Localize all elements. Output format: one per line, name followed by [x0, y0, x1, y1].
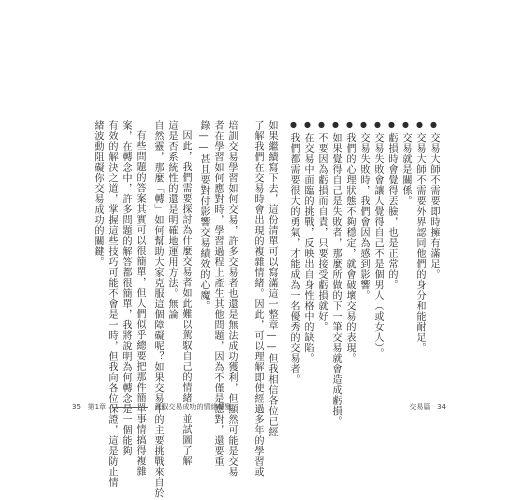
- bullet-text: 交易失敗會讓人覺得自己不是個男人（或女人）。: [372, 132, 383, 359]
- bullet-text: 交易大師不需要外界認同他們的身分和能耐足。: [414, 132, 425, 353]
- bullet-item: [358, 120, 368, 301]
- right-page-footer: [409, 402, 446, 412]
- paragraph-line: 因此，我們需要探討為什麼交易者如此難以駕馭自己的情緒，並試圖了解: [180, 130, 191, 466]
- bullet-dot-icon: ●: [331, 120, 340, 130]
- bullet-text: 交易就是關係。: [400, 132, 411, 206]
- bullet-item: [414, 120, 424, 353]
- paragraph-line: 錄——甚且要對付影響交易績效的心魔。: [198, 120, 209, 311]
- paragraph-line: 培訓交易學習如何交易，許多交易者也還是無法成功獲利，但顯然可能是交易: [226, 120, 237, 477]
- bullet-text: 交易大師不需要即時擁有滿足。: [428, 132, 439, 280]
- bullet-text: 我們的心理狀態不夠穩定，就會破壞交易的表現。: [344, 132, 355, 364]
- bullet-dot-icon: ●: [303, 120, 312, 130]
- paragraph-line: 案，在轉念中，許多問題的解答都很簡單，我將說明為何轉念是一個能夠: [120, 120, 131, 456]
- bullet-text: 交易失敗時，我們會因為感到影響。: [358, 132, 369, 301]
- bullet-item: [316, 120, 326, 332]
- bullet-dot-icon: ●: [359, 120, 368, 130]
- left-page-footer: [72, 402, 232, 412]
- paragraph-line: 這是否系統性的還是明確地運用方法。無論: [166, 120, 177, 320]
- bullet-item: [386, 120, 396, 290]
- paragraph-line: 者在學習如何應對時，學習過程上產生其他問題，因為不僅是應對，還要重: [212, 120, 223, 467]
- chapter-label: 第1章: [87, 403, 107, 411]
- bullet-dot-icon: ●: [373, 120, 382, 130]
- paragraph-line: 有效的解決之道，掌握這些技巧可能不會是一時，但我向各位保證，這是防止情: [106, 120, 117, 488]
- paragraph-line: 緒波動阻礙你交易成功的關鍵。: [92, 120, 103, 267]
- bullet-item: [302, 120, 312, 364]
- bullet-text: 如果覺得自己是失敗者，那麼所做的下一筆交易就會造成虧損。: [330, 132, 341, 427]
- paragraph-line: 如果繼續寫下去，這份清單可以寫滿這一整章——但我相信各位已經: [266, 120, 277, 437]
- bullet-item: [428, 120, 438, 280]
- section-label: 交易篇: [409, 403, 431, 411]
- bullet-text: 在交易中面臨的挑戰，反映出自身性格中的缺陷。: [302, 132, 313, 364]
- bullet-text: 不要因為虧損而自責，只要接受虧損就好。: [316, 132, 327, 332]
- bullet-dot-icon: ●: [345, 120, 354, 130]
- paragraph-line: 有些問題的答案其實可以很簡單，但人們似乎總要把那件簡單事情搞得複雜: [134, 130, 145, 477]
- bullet-dot-icon: ●: [317, 120, 326, 130]
- chapter-title: 駕馭交易成功的情緒轉變: [154, 403, 232, 411]
- footer-rule: [112, 407, 148, 408]
- bullet-item: [372, 120, 382, 359]
- page-number: 34: [437, 403, 446, 411]
- bullet-item: [400, 120, 410, 206]
- paragraph-line: 自然靈，那麼「轉」如何幫助大家克服這個障礙呢？如果交易中的主要挑戰來自於: [152, 120, 163, 498]
- bullet-item: [344, 120, 354, 364]
- bullet-text: 虧損時會覺得丟臉，也是正常的。: [386, 132, 397, 290]
- page-number: 35: [72, 403, 81, 411]
- bullet-dot-icon: ●: [415, 120, 424, 130]
- bullet-item: [330, 120, 340, 427]
- paragraph-line: 了解我們在交易時會出現的複雜情緒。因此，可以理解即使經過多年的學習或: [252, 120, 263, 477]
- bullet-dot-icon: ●: [387, 120, 396, 130]
- bullet-dot-icon: ●: [401, 120, 410, 130]
- bullet-dot-icon: ●: [429, 120, 438, 130]
- bullet-item: [288, 120, 298, 385]
- bullet-text: 我們都需要很大的勇氣，才能成為一名優秀的交易者。: [288, 132, 299, 385]
- bullet-dot-icon: ●: [289, 120, 298, 130]
